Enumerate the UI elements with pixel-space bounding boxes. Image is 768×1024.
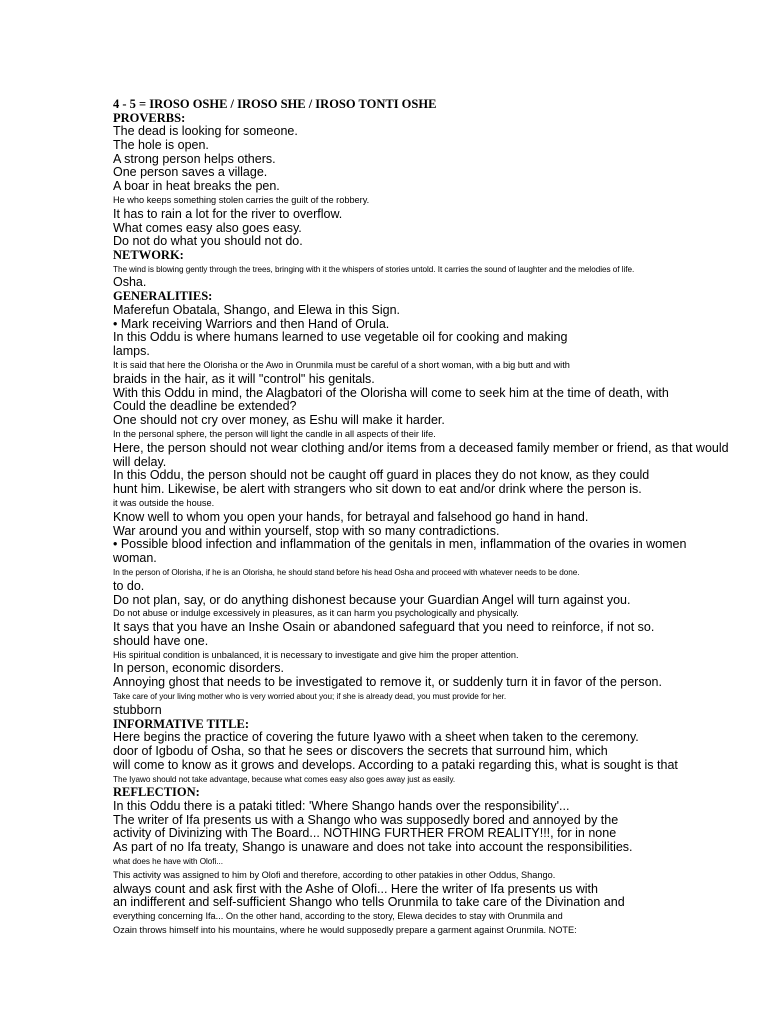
generalities-line: braids in the hair, as it will "control" his genitals. xyxy=(113,371,375,386)
generalities-line: lamps. xyxy=(113,344,150,359)
informative-line: will come to know as it grows and develops. According to a pataki regarding this, what is sought is that xyxy=(113,757,678,772)
generalities-line: stubborn xyxy=(113,702,162,717)
proverb-line: A boar in heat breaks the pen. xyxy=(113,179,280,194)
generalities-line: In the personal sphere, the person will light the candle in all aspects of their life. xyxy=(113,428,436,439)
generalities-line: Here, the person should not wear clothing and/or items from a deceased family member or friend, as that would xyxy=(113,440,729,455)
reflection-heading: REFLECTION: xyxy=(113,785,200,800)
generalities-line: Know well to whom you open your hands, for betrayal and falsehood go hand in hand. xyxy=(113,509,589,524)
document-title: 4 - 5 = IROSO OSHE / IROSO SHE / IROSO TONTI OSHE xyxy=(113,97,437,111)
proverb-line: He who keeps something stolen carries the guilt of the robbery. xyxy=(113,194,370,205)
reflection-line: This activity was assigned to him by Olofi and therefore, according to other patakies in other Oddus, Shango. xyxy=(113,869,556,880)
generalities-line: In this Oddu is where humans learned to use vegetable oil for cooking and making xyxy=(113,330,568,345)
proverb-line: The dead is looking for someone. xyxy=(113,124,298,138)
generalities-line: It says that you have an Inshe Osain or abandoned safeguard that you need to reinforce, if not so. xyxy=(113,620,655,635)
generalities-line: With this Oddu in mind, the Alagbatori of the Olorisha will come to seek him at the time of death, with xyxy=(113,385,669,400)
informative-title-heading: INFORMATIVE TITLE: xyxy=(113,716,250,731)
generalities-line: should have one. xyxy=(113,633,209,648)
proverb-line: The hole is open. xyxy=(113,137,209,152)
generalities-line: It is said that here the Olorisha or the Awo in Orunmila must be careful of a short woman, with a big butt and with xyxy=(113,359,570,370)
generalities-line: Maferefun Obatala, Shango, and Elewa in this Sign. xyxy=(113,302,400,317)
generalities-heading: GENERALITIES: xyxy=(113,289,213,304)
generalities-line: hunt him. Likewise, be alert with strangers who sit down to eat and/or drink where the person is. xyxy=(113,482,642,497)
reflection-line: what does he have with Olofi... xyxy=(113,857,223,867)
generalities-line: Do not plan, say, or do anything dishonest because your Guardian Angel will turn against you. xyxy=(113,592,631,607)
generalities-line: • Mark receiving Warriors and then Hand of Orula. xyxy=(113,316,390,331)
generalities-line: In person, economic disorders. xyxy=(113,661,284,676)
proverb-line: Do not do what you should not do. xyxy=(113,234,303,249)
network-heading: NETWORK: xyxy=(113,248,184,263)
reflection-line: an indifferent and self-sufficient Shango who tells Orunmila to take care of the Divination and xyxy=(113,895,625,910)
proverb-line: A strong person helps others. xyxy=(113,151,276,166)
reflection-line: The writer of Ifa presents us with a Shango who was supposedly bored and annoyed by the xyxy=(113,812,619,827)
generalities-line: Annoying ghost that needs to be investigated to remove it, or suddenly turn it in favor of the person. xyxy=(113,675,662,690)
proverb-line: One person saves a village. xyxy=(113,165,268,180)
generalities-line: In the person of Olorisha, if he is an Olorisha, he should stand before his head Osha and proceed with whatever needs to be done. xyxy=(113,567,580,577)
network-line: Osha. xyxy=(113,275,147,290)
proverbs-heading: PROVERBS: xyxy=(113,110,186,125)
generalities-line: His spiritual condition is unbalanced, it is necessary to investigate and give him the proper attention. xyxy=(113,649,519,660)
generalities-line: War around you and within yourself, stop with so many contradictions. xyxy=(113,523,500,538)
generalities-line: to do. xyxy=(113,578,145,593)
generalities-line: Take care of your living mother who is very worried about you; if she is already dead, you must provide for her. xyxy=(113,692,507,702)
reflection-line: activity of Divinizing with The Board... NOTHING FURTHER FROM REALITY!!!, for in none xyxy=(113,826,617,841)
reflection-line: always count and ask first with the Ashe of Olofi... Here the writer of Ifa presents us with xyxy=(113,881,598,896)
generalities-line: it was outside the house. xyxy=(113,497,215,508)
generalities-line: • Possible blood infection and inflammation of the genitals in men, inflammation of the ovaries in women xyxy=(113,537,687,552)
reflection-line: everything concerning Ifa... On the other hand, according to the story, Elewa decides to stay with Orunmila and xyxy=(113,911,563,922)
generalities-line: Could the deadline be extended? xyxy=(113,399,297,414)
generalities-line: One should not cry over money, as Eshu will make it harder. xyxy=(113,413,445,428)
informative-line: door of Igbodu of Osha, so that he sees or discovers the secrets that surround him, which xyxy=(113,743,608,758)
informative-line: Here begins the practice of covering the future Iyawo with a sheet when taken to the ceremony. xyxy=(113,730,639,745)
generalities-line: In this Oddu, the person should not be caught off guard in places they do not know, as they could xyxy=(113,468,650,483)
informative-line: The Iyawo should not take advantage, because what comes easy also goes away just as easily. xyxy=(113,774,456,784)
reflection-line: As part of no Ifa treaty, Shango is unaware and does not take into account the responsibilities. xyxy=(113,840,633,855)
reflection-line: Ozain throws himself into his mountains, where he would supposedly prepare a garment against Orunmila. NOTE: xyxy=(113,925,577,936)
generalities-line: Do not abuse or indulge excessively in pleasures, as it can harm you psychologically and physically. xyxy=(113,608,519,619)
reflection-line: In this Oddu there is a pataki titled: 'Where Shango hands over the responsibility'... xyxy=(113,798,570,813)
generalities-line: woman. xyxy=(113,551,157,566)
proverb-line: It has to rain a lot for the river to overflow. xyxy=(113,206,343,221)
document-page xyxy=(113,98,763,938)
proverb-line: What comes easy also goes easy. xyxy=(113,220,302,235)
generalities-line: will delay. xyxy=(113,454,167,469)
network-line: The wind is blowing gently through the trees, bringing with it the whispers of stories untold. It carries the sound of laughter and the melodies of life. xyxy=(113,264,635,274)
